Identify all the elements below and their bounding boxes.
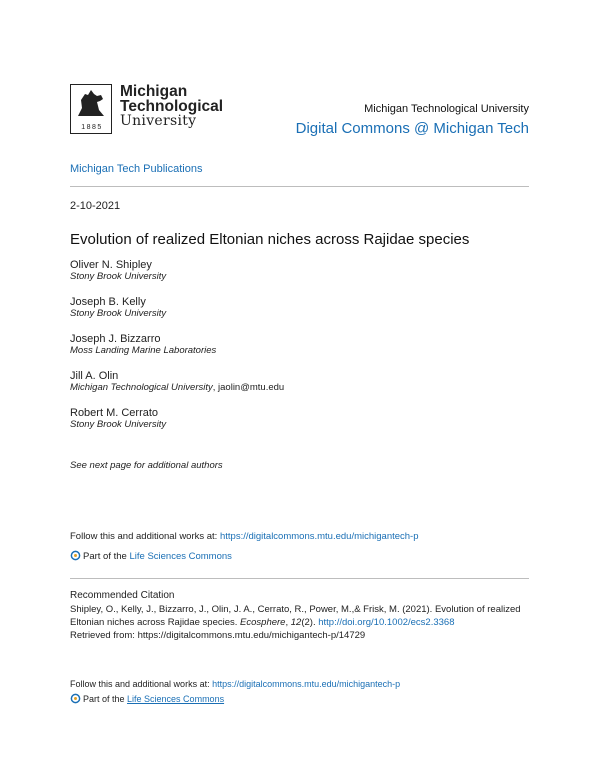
collection-link[interactable]: Michigan Tech Publications xyxy=(70,163,203,175)
citation-text-segment: Eltonian niches across Rajidae species. xyxy=(70,617,241,628)
retrieved-line: Retrieved from: https://digitalcommons.mtu.edu/michigantech-p/14729 xyxy=(70,630,366,641)
footer-part-of-prefix: Part of the xyxy=(83,694,128,704)
journal-name: Ecosphere xyxy=(240,617,286,628)
university-logo xyxy=(70,84,240,136)
author-name: Joseph J. Bizzarro xyxy=(70,333,161,345)
affiliation-text: Michigan Technological University xyxy=(70,382,213,393)
volume: 12 xyxy=(290,617,302,628)
part-of-prefix: Part of the xyxy=(83,551,130,562)
husky-icon xyxy=(72,86,111,122)
logo-line-1: Michigan xyxy=(120,83,188,100)
publication-date: 2-10-2021 xyxy=(70,200,121,212)
divider xyxy=(70,186,529,187)
additional-authors-note: See next page for additional authors xyxy=(70,460,223,471)
logo-line-3: University xyxy=(120,113,197,129)
institution-name: Michigan Technological University xyxy=(364,103,529,115)
author-affiliation xyxy=(70,382,284,393)
author-block xyxy=(70,370,284,393)
article-title: Evolution of realized Eltonian niches across Rajidae species xyxy=(70,231,470,248)
author-affiliation: Moss Landing Marine Laboratories xyxy=(70,345,217,356)
issue: (2). xyxy=(301,617,319,628)
footer-part-of-line xyxy=(70,693,224,704)
citation-text xyxy=(70,603,540,642)
logo-line-2: Technological xyxy=(120,98,224,115)
citation-heading: Recommended Citation xyxy=(70,590,175,601)
author-block xyxy=(70,296,166,319)
author-affiliation: Stony Brook University xyxy=(70,271,167,282)
author-name: Joseph B. Kelly xyxy=(70,296,146,308)
author-block xyxy=(70,407,166,430)
divider xyxy=(70,578,529,579)
footer-follow-link[interactable]: https://digitalcommons.mtu.edu/michigantech-p xyxy=(212,679,401,689)
footer-commons-link[interactable]: Life Sciences Commons xyxy=(127,694,225,704)
author-affiliation: Stony Brook University xyxy=(70,308,167,319)
author-name: Oliver N. Shipley xyxy=(70,259,152,271)
follow-line xyxy=(70,531,419,542)
author-affiliation: Stony Brook University xyxy=(70,419,167,430)
follow-text: Follow this and additional works at: xyxy=(70,531,220,542)
part-of-line xyxy=(70,550,232,562)
commons-network-icon xyxy=(70,550,81,561)
follow-link[interactable]: https://digitalcommons.mtu.edu/michigantech-p xyxy=(219,531,419,542)
logo-wordmark xyxy=(120,84,223,129)
citation-line: Shipley, O., Kelly, J., Bizzarro, J., Olin, J. A., Cerrato, R., Power, M.,& Frisk, M. (2021). Evolution of realized xyxy=(70,604,521,615)
logo-year: 1885 xyxy=(81,124,103,131)
volume-separator: , xyxy=(285,617,291,628)
author-name: Robert M. Cerrato xyxy=(70,407,159,419)
commons-link[interactable]: Life Sciences Commons xyxy=(129,551,232,562)
author-email: , jaolin@mtu.edu xyxy=(212,382,285,393)
repository-link[interactable]: Digital Commons @ Michigan Tech xyxy=(295,120,529,137)
author-block xyxy=(70,333,216,356)
husky-emblem xyxy=(70,84,112,134)
author-block xyxy=(70,259,166,282)
citation-line xyxy=(70,616,540,629)
commons-network-icon xyxy=(70,693,81,704)
footer-follow-text: Follow this and additional works at: xyxy=(70,679,213,689)
doi-link[interactable]: http://doi.org/10.1002/ecs2.3368 xyxy=(318,617,455,628)
author-name: Jill A. Olin xyxy=(70,370,119,382)
footer-follow-line xyxy=(70,679,400,689)
